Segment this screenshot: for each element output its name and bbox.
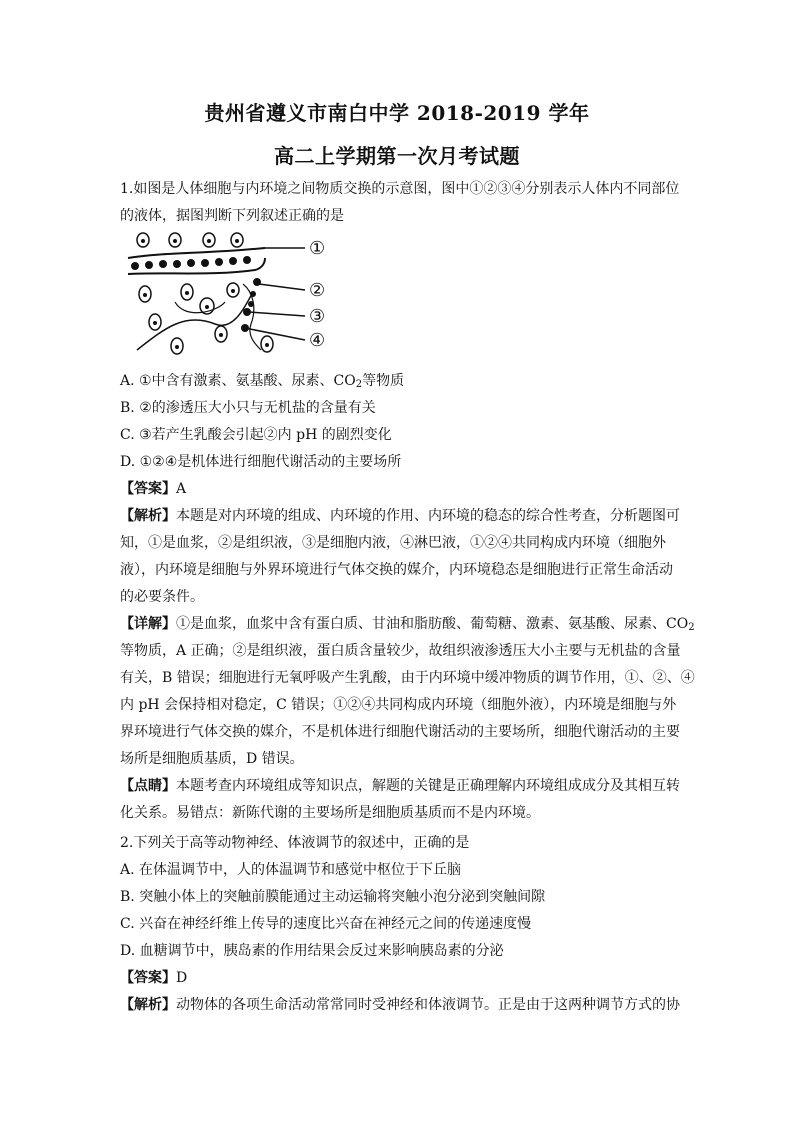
q1-option-a [120,372,680,394]
q1-stem-line1: 1.如图是人体细胞与内环境之间物质交换的示意图，图中①②③④分别表示人体内不同部位 [120,181,680,197]
q1-point-tag: 【点睛】 [120,778,176,794]
q1-cell-exchange-figure [125,232,340,360]
q1-analysis-text: 本题是对内环境的组成、内环境的作用、内环境的稳态的综合性考查，分析题图可 [176,508,680,524]
q1-analysis-line3: 液），内环境是细胞与外界环境进行气体交换的媒介，内环境稳态是细胞进行正常生命活动 [120,562,673,578]
doc-title: 贵州省遵义市南白中学 2018-2019 学年 [204,101,590,125]
q2-option-c: C. 兴奋在神经纤维上传导的速度比兴奋在神经元之间的传递速度慢 [120,916,532,932]
q2-answer [120,969,680,987]
q1-answer [120,480,680,498]
q1-option-a-text: A. ①中含有激素、氨基酸、尿素、CO [120,373,356,389]
q1-analysis-line4: 的必要条件。 [120,589,204,605]
q2-analysis-line1 [120,996,680,1014]
q1-answer-tag: 【答案】 [120,481,176,497]
q1-point-line2: 化关系。易错点：新陈代谢的主要场所是细胞质基质而不是内环境。 [120,805,540,821]
q1-detail-text: ①是血浆，血浆中含有蛋白质、甘油和脂肪酸、葡萄糖、激素、氨基酸、尿素、CO [176,616,689,632]
q2-answer-tag: 【答案】 [120,970,176,986]
q1-detail-line1 [120,615,695,637]
q1-detail-line4: 内 pH 会保持相对稳定，C 错误；①②④共同构成内环境（细胞外液），内环境是细胞与外 [120,697,677,713]
q2-option-a: A. 在体温调节中，人的体温调节和感觉中枢位于下丘脑 [120,862,462,878]
q1-option-c: C. ③若产生乳酸会引起②内 pH 的剧烈变化 [120,427,392,443]
figure-label-3: ③ [309,306,326,327]
q2-analysis-text: 动物体的各项生命活动常常同时受神经和体液调节。正是由于这两种调节方式的协 [176,997,680,1013]
q1-answer-value: A [176,481,187,497]
q1-option-a-tail: 等物质 [362,373,405,389]
q1-detail-tag: 【详解】 [120,616,176,632]
q2-stem: 2.下列关于高等动物神经、体液调节的叙述中，正确的是 [120,835,470,851]
q1-option-a-sub: 2 [355,379,363,390]
q1-detail-line2: 等物质，A 正确；②是组织液，蛋白质含量较少，故组织液渗透压大小主要与无机盐的含量 [120,643,681,659]
q1-stem-line2: 的液体，据图判断下列叙述正确的是 [120,208,344,224]
figure-label-4: ④ [309,330,326,351]
q1-option-b: B. ②的渗透压大小只与无机盐的含量有关 [120,400,376,416]
q1-detail-line3: 有关，B 错误；细胞进行无氧呼吸产生乳酸，由于内环境中缓冲物质的调节作用，①、②、④ [120,670,695,686]
figure-label-2: ② [309,280,326,301]
q1-detail-line5: 界环境进行气体交换的媒介，不是机体进行细胞代谢活动的主要场所，细胞代谢活动的主要 [120,724,680,740]
q1-point-line1 [120,777,680,795]
q1-option-d: D. ①②④是机体进行细胞代谢活动的主要场所 [120,454,402,470]
q2-option-d: D. 血糖调节中，胰岛素的作用结果会反过来影响胰岛素的分泌 [120,943,504,959]
q2-answer-value: D [176,970,188,986]
q1-detail-sub: 2 [688,622,695,633]
q2-analysis-tag: 【解析】 [120,997,176,1013]
q2-option-b: B. 突触小体上的突触前膜能通过主动运输将突触小泡分泌到突触间隙 [120,889,546,905]
figure-label-1: ① [309,238,326,259]
q1-analysis-tag: 【解析】 [120,508,176,524]
doc-subtitle: 高二上学期第一次月考试题 [274,144,520,168]
q1-analysis-line1 [120,507,680,525]
q1-point-text: 本题考查内环境组成等知识点，解题的关键是正确理解内环境组成成分及其相互转 [176,778,680,794]
q1-analysis-line2: 知，①是血浆，②是组织液，③是细胞内液，④淋巴液，①②④共同构成内环境（细胞外 [120,535,666,551]
q1-detail-line6: 场所是细胞质基质，D 错误。 [120,751,304,767]
